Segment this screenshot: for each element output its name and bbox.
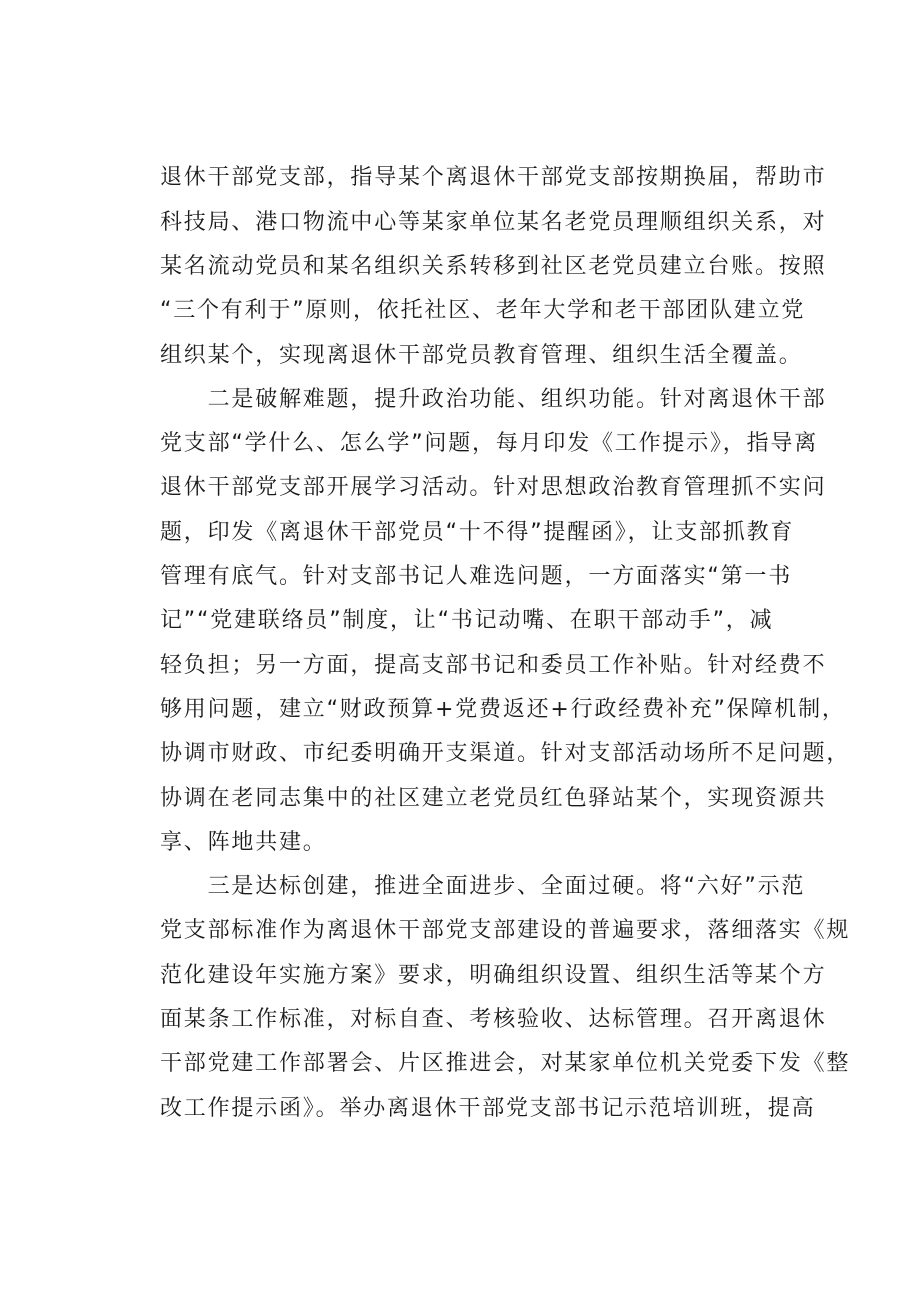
text-line: 科技局、港口物流中心等某家单位某名老党员理顺组织关系，对 xyxy=(160,210,827,235)
text-line: 协调市财政、市纪委明确开支渠道。针对支部活动场所不足问题， xyxy=(160,741,851,766)
text-line: 记”“党建联络员”制度，让“书记动嘴、在职干部动手”，减 xyxy=(160,608,774,633)
text-line: 党支部“学什么、怎么学”问题，每月印发《工作提示》，指导离 xyxy=(160,431,818,456)
text-line: 范化建设年实施方案》要求，明确组织设置、组织生活等某个方 xyxy=(160,963,827,988)
text-line: 退休干部党支部，指导某个离退休干部党支部按期换届，帮助市 xyxy=(160,165,827,190)
text-line: 面某条工作标准，对标自查、考核验收、达标管理。召开离退休 xyxy=(160,1007,827,1032)
text-line: 干部党建工作部署会、片区推进会，对某家单位机关党委下发《整 xyxy=(160,1051,851,1076)
text-line: 题，印发《离退休干部党员“十不得”提醒函》，让支部抓教育 xyxy=(160,520,795,545)
text-line: 享、阵地共建。 xyxy=(160,830,327,855)
text-line: 管理有底气。针对支部书记人难选问题，一方面落实“第一书 xyxy=(160,564,792,589)
text-line: 协调在老同志集中的社区建立老党员红色驿站某个，实现资源共 xyxy=(160,786,827,811)
text-line: 改工作提示函》。举办离退休干部党支部书记示范培训班，提高 xyxy=(160,1096,816,1121)
text-line: 够用问题，建立“财政预算+党费返还+行政经费补充”保障机制， xyxy=(160,697,846,722)
text-line: 三是达标创建，推进全面进步、全面过硬。将“六好”示范 xyxy=(160,874,806,899)
text-line: 二是破解难题，提升政治功能、组织功能。针对离退休干部 xyxy=(160,387,827,412)
text-line: “三个有利于”原则，依托社区、老年大学和老干部团队建立党 xyxy=(160,298,806,323)
text-line: 退休干部党支部开展学习活动。针对思想政治教育管理抓不实问 xyxy=(160,475,827,500)
text-line: 党支部标准作为离退休干部党支部建设的普遍要求，落细落实《规 xyxy=(160,918,851,943)
text-line: 组织某个，实现离退休干部党员教育管理、组织生活全覆盖。 xyxy=(160,343,803,368)
text-line: 某名流动党员和某名组织关系转移到社区老党员建立台账。按照 xyxy=(160,254,827,279)
text-line: 轻负担；另一方面，提高支部书记和委员工作补贴。针对经费不 xyxy=(160,653,827,678)
